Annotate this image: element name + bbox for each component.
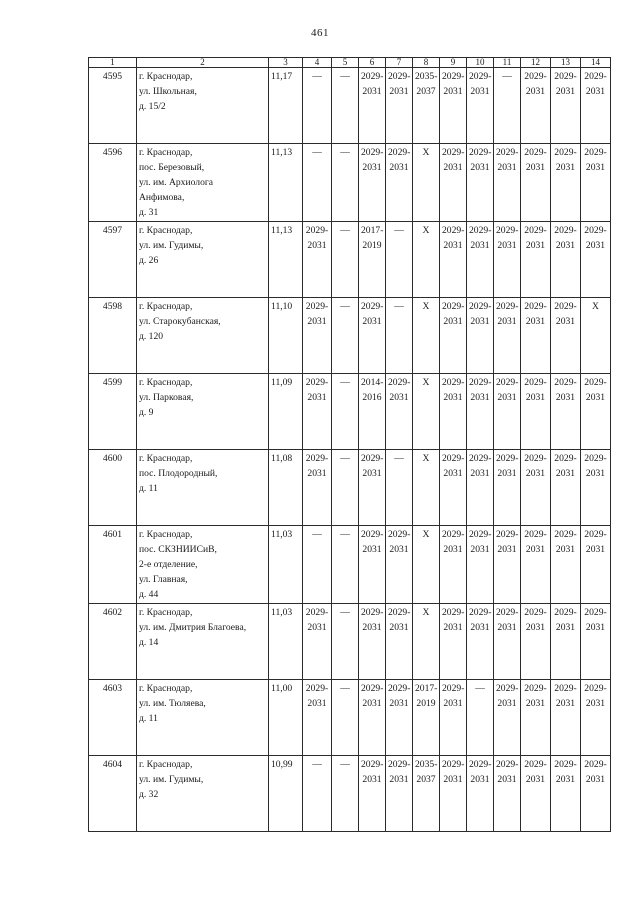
period-cell: 2029- 2031 xyxy=(521,756,551,832)
column-number: 3 xyxy=(269,58,303,68)
address-line: г. Краснодар, xyxy=(139,71,193,82)
period-cell: 2029- 2031 xyxy=(359,68,386,144)
period-cell: — xyxy=(303,526,332,604)
value-cell: 11,09 xyxy=(269,374,303,450)
row-id-cell: 4597 xyxy=(89,222,137,298)
period-cell: 2029- 2031 xyxy=(467,604,494,680)
period-cell: — xyxy=(467,680,494,756)
period-cell: 2029- 2031 xyxy=(467,450,494,526)
period-cell: 2029- 2031 xyxy=(581,144,611,222)
address-line: г. Краснодар, xyxy=(139,607,193,618)
period-cell: 2029- 2031 xyxy=(440,604,467,680)
period-cell: — xyxy=(332,68,359,144)
column-number: 11 xyxy=(494,58,521,68)
address-line: ул. им. Дмитрия Благоева, xyxy=(139,622,247,633)
table-row xyxy=(89,526,611,604)
period-cell: 2029- 2031 xyxy=(440,450,467,526)
table-row xyxy=(89,68,611,144)
period-cell: 2029- 2031 xyxy=(467,526,494,604)
period-cell: 2029- 2031 xyxy=(494,756,521,832)
address-line: д. 31 xyxy=(139,207,159,218)
period-cell: 2029- 2031 xyxy=(521,526,551,604)
period-cell: 2029- 2031 xyxy=(386,526,413,604)
table-row xyxy=(89,680,611,756)
period-cell: — xyxy=(386,298,413,374)
period-cell: 2029- 2031 xyxy=(521,604,551,680)
period-cell: 2029- 2031 xyxy=(303,222,332,298)
period-cell: 2029- 2031 xyxy=(581,450,611,526)
period-cell: 2029- 2031 xyxy=(494,680,521,756)
address-cell xyxy=(137,68,269,144)
period-cell: 2029- 2031 xyxy=(494,222,521,298)
address-line: г. Краснодар, xyxy=(139,759,193,770)
period-cell: 2029- 2031 xyxy=(551,222,581,298)
column-number: 7 xyxy=(386,58,413,68)
value-cell: 11,17 xyxy=(269,68,303,144)
period-cell: X xyxy=(581,298,611,374)
period-cell: — xyxy=(332,298,359,374)
period-cell: 2029- 2031 xyxy=(386,604,413,680)
period-cell: — xyxy=(332,526,359,604)
period-cell: 2017- 2019 xyxy=(359,222,386,298)
address-line: г. Краснодар, xyxy=(139,301,193,312)
period-cell: 2029- 2031 xyxy=(303,450,332,526)
period-cell: 2017- 2019 xyxy=(413,680,440,756)
value-cell: 11,03 xyxy=(269,604,303,680)
row-id-cell: 4599 xyxy=(89,374,137,450)
period-cell: — xyxy=(332,756,359,832)
table-row xyxy=(89,604,611,680)
period-cell: 2029- 2031 xyxy=(467,756,494,832)
period-cell: 2029- 2031 xyxy=(521,144,551,222)
period-cell: 2029- 2031 xyxy=(551,68,581,144)
period-cell: 2029- 2031 xyxy=(303,680,332,756)
period-cell: 2029- 2031 xyxy=(440,756,467,832)
period-cell: 2029- 2031 xyxy=(581,604,611,680)
row-id-cell: 4598 xyxy=(89,298,137,374)
period-cell: 2029- 2031 xyxy=(359,756,386,832)
value-cell: 11,00 xyxy=(269,680,303,756)
address-line: г. Краснодар, xyxy=(139,529,193,540)
address-line: д. 32 xyxy=(139,789,159,800)
period-cell: 2029- 2031 xyxy=(521,222,551,298)
period-cell: — xyxy=(332,680,359,756)
column-number: 1 xyxy=(89,58,137,68)
column-number: 10 xyxy=(467,58,494,68)
address-line: д. 44 xyxy=(139,589,159,600)
address-line: д. 15/2 xyxy=(139,101,166,112)
period-cell: 2029- 2031 xyxy=(494,604,521,680)
address-line: ул. Парковая, xyxy=(139,392,194,403)
address-line: д. 120 xyxy=(139,331,164,342)
period-cell: 2029- 2031 xyxy=(521,374,551,450)
period-cell: — xyxy=(332,222,359,298)
value-cell: 11,13 xyxy=(269,144,303,222)
address-cell xyxy=(137,756,269,832)
period-cell: 2029- 2031 xyxy=(494,144,521,222)
address-line: д. 9 xyxy=(139,407,154,418)
row-id-cell: 4600 xyxy=(89,450,137,526)
value-cell: 11,10 xyxy=(269,298,303,374)
period-cell: 2029- 2031 xyxy=(521,450,551,526)
value-cell: 11,13 xyxy=(269,222,303,298)
period-cell: 2029- 2031 xyxy=(467,222,494,298)
period-cell: — xyxy=(303,144,332,222)
period-cell: 2029- 2031 xyxy=(467,298,494,374)
value-cell: 10,99 xyxy=(269,756,303,832)
period-cell: 2029- 2031 xyxy=(359,526,386,604)
address-cell xyxy=(137,144,269,222)
period-cell: 2029- 2031 xyxy=(551,604,581,680)
period-cell: 2029- 2031 xyxy=(386,680,413,756)
period-cell: 2029- 2031 xyxy=(440,298,467,374)
table-row xyxy=(89,450,611,526)
column-number: 5 xyxy=(332,58,359,68)
address-line: пос. СКЗНИИСиВ, xyxy=(139,544,217,555)
value-cell: 11,08 xyxy=(269,450,303,526)
period-cell: 2029- 2031 xyxy=(581,222,611,298)
address-line: пос. Березовый, xyxy=(139,162,205,173)
address-cell xyxy=(137,604,269,680)
period-cell: 2029- 2031 xyxy=(551,756,581,832)
period-cell: — xyxy=(332,144,359,222)
period-cell: — xyxy=(332,604,359,680)
period-cell: — xyxy=(303,756,332,832)
period-cell: 2029- 2031 xyxy=(440,680,467,756)
period-cell: X xyxy=(413,526,440,604)
address-line: д. 11 xyxy=(139,483,158,494)
period-cell: 2029- 2031 xyxy=(494,450,521,526)
row-id-cell: 4603 xyxy=(89,680,137,756)
period-cell: 2029- 2031 xyxy=(494,526,521,604)
address-line: г. Краснодар, xyxy=(139,377,193,388)
address-line: ул. Старокубанская, xyxy=(139,316,221,327)
period-cell: 2029- 2031 xyxy=(359,450,386,526)
period-cell: 2029- 2031 xyxy=(521,68,551,144)
period-cell: 2029- 2031 xyxy=(581,680,611,756)
period-cell: — xyxy=(494,68,521,144)
period-cell: X xyxy=(413,222,440,298)
period-cell: X xyxy=(413,298,440,374)
column-number: 9 xyxy=(440,58,467,68)
data-table xyxy=(88,57,611,832)
address-line: д. 14 xyxy=(139,637,159,648)
period-cell: 2029- 2031 xyxy=(494,374,521,450)
period-cell: 2029- 2031 xyxy=(440,144,467,222)
address-line: г. Краснодар, xyxy=(139,683,193,694)
period-cell: 2029- 2031 xyxy=(551,298,581,374)
period-cell: 2029- 2031 xyxy=(386,68,413,144)
column-number-row xyxy=(89,58,611,68)
row-id-cell: 4604 xyxy=(89,756,137,832)
period-cell: — xyxy=(386,222,413,298)
row-id-cell: 4595 xyxy=(89,68,137,144)
period-cell: 2029- 2031 xyxy=(440,68,467,144)
address-line: г. Краснодар, xyxy=(139,453,193,464)
period-cell: 2029- 2031 xyxy=(359,680,386,756)
address-line: г. Краснодар, xyxy=(139,147,193,158)
period-cell: 2029- 2031 xyxy=(440,374,467,450)
period-cell: X xyxy=(413,604,440,680)
period-cell: X xyxy=(413,450,440,526)
address-line: ул. им. Гудимы, xyxy=(139,240,204,251)
period-cell: 2029- 2031 xyxy=(440,222,467,298)
address-cell xyxy=(137,450,269,526)
period-cell: — xyxy=(332,374,359,450)
period-cell: 2029- 2031 xyxy=(581,374,611,450)
address-line: Анфимова, xyxy=(139,192,185,203)
period-cell: 2029- 2031 xyxy=(386,374,413,450)
period-cell: 2029- 2031 xyxy=(467,144,494,222)
row-id-cell: 4602 xyxy=(89,604,137,680)
column-number: 13 xyxy=(551,58,581,68)
address-line: ул. Главная, xyxy=(139,574,188,585)
period-cell: 2029- 2031 xyxy=(303,298,332,374)
address-line: д. 11 xyxy=(139,713,158,724)
column-number: 2 xyxy=(137,58,269,68)
period-cell: 2029- 2031 xyxy=(467,374,494,450)
period-cell: 2029- 2031 xyxy=(359,144,386,222)
address-line: г. Краснодар, xyxy=(139,225,193,236)
period-cell: 2029- 2031 xyxy=(359,298,386,374)
period-cell: 2029- 2031 xyxy=(581,756,611,832)
period-cell: — xyxy=(303,68,332,144)
period-cell: 2029- 2031 xyxy=(440,526,467,604)
period-cell: 2029- 2031 xyxy=(494,298,521,374)
address-line: 2-е отделение, xyxy=(139,559,198,570)
period-cell: 2029- 2031 xyxy=(521,298,551,374)
address-cell xyxy=(137,526,269,604)
table-row xyxy=(89,222,611,298)
table-row xyxy=(89,756,611,832)
row-id-cell: 4596 xyxy=(89,144,137,222)
address-line: пос. Плодородный, xyxy=(139,468,218,479)
value-cell: 11,03 xyxy=(269,526,303,604)
page-number: 461 xyxy=(311,27,329,39)
address-cell xyxy=(137,222,269,298)
table-row xyxy=(89,374,611,450)
period-cell: 2014- 2016 xyxy=(359,374,386,450)
column-number: 12 xyxy=(521,58,551,68)
period-cell: 2029- 2031 xyxy=(303,604,332,680)
address-cell xyxy=(137,680,269,756)
row-id-cell: 4601 xyxy=(89,526,137,604)
address-line: ул. им. Архиолога xyxy=(139,177,214,188)
address-line: ул. им. Гудимы, xyxy=(139,774,204,785)
column-number: 8 xyxy=(413,58,440,68)
period-cell: 2029- 2031 xyxy=(359,604,386,680)
period-cell: 2035- 2037 xyxy=(413,756,440,832)
period-cell: 2029- 2031 xyxy=(551,526,581,604)
period-cell: 2029- 2031 xyxy=(551,450,581,526)
period-cell: 2029- 2031 xyxy=(467,68,494,144)
period-cell: 2035- 2037 xyxy=(413,68,440,144)
period-cell: X xyxy=(413,144,440,222)
period-cell: 2029- 2031 xyxy=(386,756,413,832)
address-line: ул. им. Тюляева, xyxy=(139,698,206,709)
table-row xyxy=(89,144,611,222)
period-cell: 2029- 2031 xyxy=(551,374,581,450)
period-cell: 2029- 2031 xyxy=(551,144,581,222)
period-cell: 2029- 2031 xyxy=(581,68,611,144)
period-cell: 2029- 2031 xyxy=(551,680,581,756)
period-cell: 2029- 2031 xyxy=(581,526,611,604)
column-number: 14 xyxy=(581,58,611,68)
period-cell: 2029- 2031 xyxy=(521,680,551,756)
address-line: д. 26 xyxy=(139,255,159,266)
period-cell: — xyxy=(386,450,413,526)
table-row xyxy=(89,298,611,374)
period-cell: X xyxy=(413,374,440,450)
period-cell: 2029- 2031 xyxy=(303,374,332,450)
period-cell: 2029- 2031 xyxy=(386,144,413,222)
address-cell xyxy=(137,374,269,450)
period-cell: — xyxy=(332,450,359,526)
column-number: 6 xyxy=(359,58,386,68)
address-cell xyxy=(137,298,269,374)
column-number: 4 xyxy=(303,58,332,68)
address-line: ул. Школьная, xyxy=(139,86,197,97)
